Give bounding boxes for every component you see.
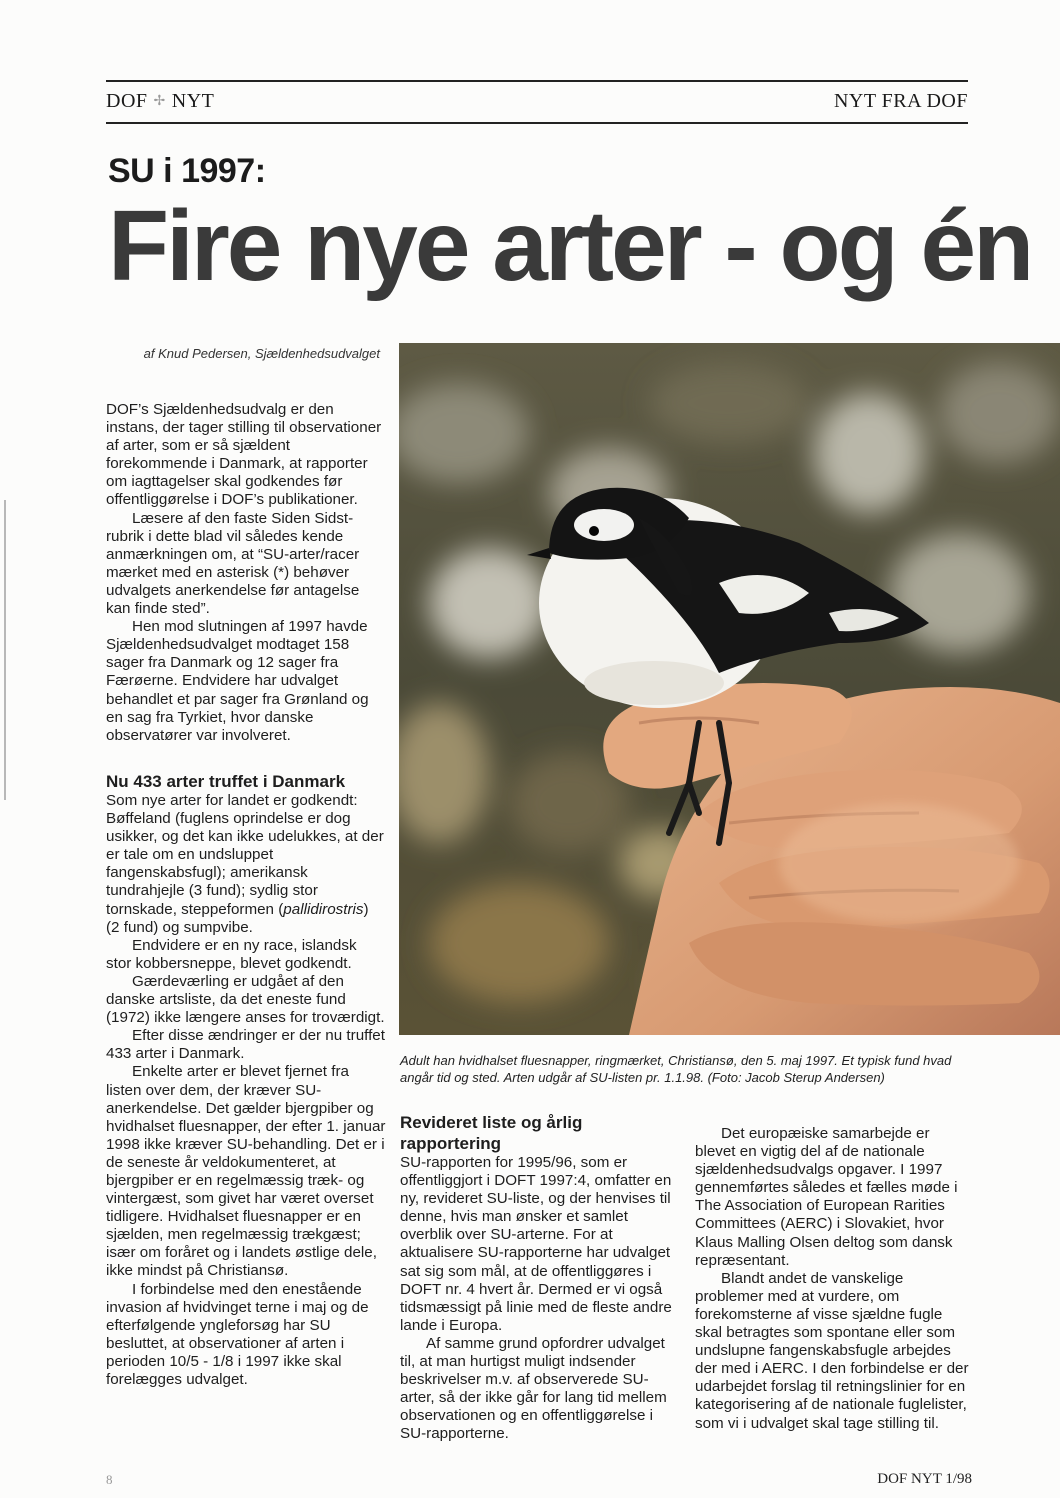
scan-edge-mark	[4, 500, 6, 800]
paragraph: Endvidere er en ny race, islandsk stor kobbersneppe, blevet godkendt.	[106, 936, 357, 972]
paragraph: Gærdeværling er udgået af den danske artsliste, da det eneste fund (1972) ikke længere anses for troværdigt.	[106, 972, 385, 1027]
issue-label: DOF NYT 1/98	[877, 1471, 972, 1487]
column-1-section	[106, 771, 386, 1389]
paragraph: DOF’s Sjældenhedsudvalg er den instans, der tager stilling til observationer af arter, som er så sjældent forekommende i Danmark, at rapporter om iagttagelser skal godkendes før offentliggørelse i DOF’s publikationer.	[106, 401, 382, 509]
header-publication	[106, 90, 214, 113]
paragraph: Hen mod slutningen af 1997 havde Sjældenhedsudvalget modtaget 158 sager fra Danmark og 12 sager fra Færøerne. Endvidere har udvalget behandlet et par sager fra Grønland og en sag fra Tyrkiet, hvor danske observatører var involveret.	[106, 618, 369, 744]
article-kicker: SU i 1997:	[108, 152, 266, 190]
header-nyt: NYT	[171, 90, 215, 112]
column-1-intro	[106, 401, 386, 745]
paragraph: I forbindelse med den enestående invasion af hvidvinget terne i maj og de efterfølgende yngleforsøg har SU besluttet, at observationer af arten i perioden 10/5 - 1/8 i 1997 ikke skal forelægges udvalget.	[106, 1280, 369, 1388]
bird-logo-icon: ✢	[153, 94, 166, 109]
article-byline: af Knud Pedersen, Sjældenhedsudvalget	[143, 346, 380, 361]
bird-photo	[399, 343, 1060, 1035]
header-section: NYT FRA DOF	[833, 90, 968, 112]
section-heading: Nu 433 arter truffet i Danmark	[106, 772, 346, 791]
article-headline: Fire nye arter - og én	[108, 190, 1032, 302]
paragraph: Som nye arter for landet er godkendt: Bøffeland (fuglens oprindelse er dog usikker, og det kan ikke udelukkes, at der er tale om en undsluppet fangenskabsfugl); amerikansk tundrahjejle (3 fund); sydlig stor tornskade, steppeformen (pallidirostris) (2 fund) og sumpvibe.	[106, 792, 384, 936]
header-rule-top	[106, 80, 968, 82]
header-dof: DOF	[106, 90, 148, 112]
paragraph: SU-rapporten for 1995/96, som er offentliggjort i DOFT 1997:4, omfatter en ny, revideret SU-liste, og der henvises til denne, hvis man ønsker et samlet overblik over SU-arterne. For at aktualisere SU-rapporterne har udvalget sat sig som mål, at de offentliggøres i DOFT nr. 4 hvert år. Dermed er vi også tidsmæssigt på linie med de fleste andre lande i Europa.	[400, 1154, 672, 1334]
paragraph: Efter disse ændringer er der nu truffet 433 arter i Danmark.	[106, 1027, 385, 1063]
page-number: 8	[106, 1472, 113, 1487]
column-2	[400, 1112, 680, 1444]
paragraph: Det europæiske samarbejde er blevet en vigtig del af de nationale sjældenhedsudvalgs opgaver. I 1997 gennemførtes således et fælles møde i The Association of European Rarities Committees (AERC) i Slovakiet, hvor Klaus Malling Olsen deltog som dansk repræsentant.	[695, 1125, 958, 1269]
column-3	[695, 1125, 973, 1433]
paragraph: Læsere af den faste Siden Sidst-rubrik i dette blad vil således kende anmærkningen om, at “SU-arter/racer mærket med en asterisk (*) behøver udvalgets anerkendelse før antagelse kan finde sted”.	[106, 509, 360, 618]
section-heading: Revideret liste og årlig rapportering	[400, 1113, 583, 1153]
header-rule-bottom	[106, 122, 968, 124]
photo-caption: Adult han hvidhalset fluesnapper, ringmærket, Christiansø, den 5. maj 1997. Et typisk fund hvad angår tid og sted. Arten udgår af SU-listen pr. 1.1.98. (Foto: Jacob Sterup Andersen)	[400, 1053, 952, 1085]
paragraph: Blandt andet de vanskelige problemer med at vurdere, om forekomsterne af visse sjældne fugle skal betragtes som spontane eller som undslupne fangenskabsfugle arbejdes der med i AERC. I den forbindelse er der udarbejdet forslag til retningslinier for en kategorisering af de nationale fuglelister, som vi i udvalget skal tage stilling til.	[695, 1269, 969, 1432]
paragraph: Enkelte arter er blevet fjernet fra listen over dem, der kræver SU-anerkendelse. Det gælder bjergpiber og hvidhalset fluesnapper, der efter 1. januar 1998 ikke kræver SU-behandling. Det er i de seneste år veldokumenteret, at bjergpiber er en regelmæssig træk- og vintergæst, som givet har været overset tidligere. Hvidhalset fluesnapper er en sjælden, men regelmæssig trækgæst; især om foråret og i landets østlige dele, ikke mindst på Christiansø.	[106, 1063, 386, 1280]
paragraph: Af samme grund opfordrer udvalget til, at man hurtigst muligt indsender beskrivelser m.v. af observerede SU-arter, så der ikke går for lang tid mellem observationen og en offentliggørelse i SU-rapporterne.	[400, 1334, 667, 1443]
